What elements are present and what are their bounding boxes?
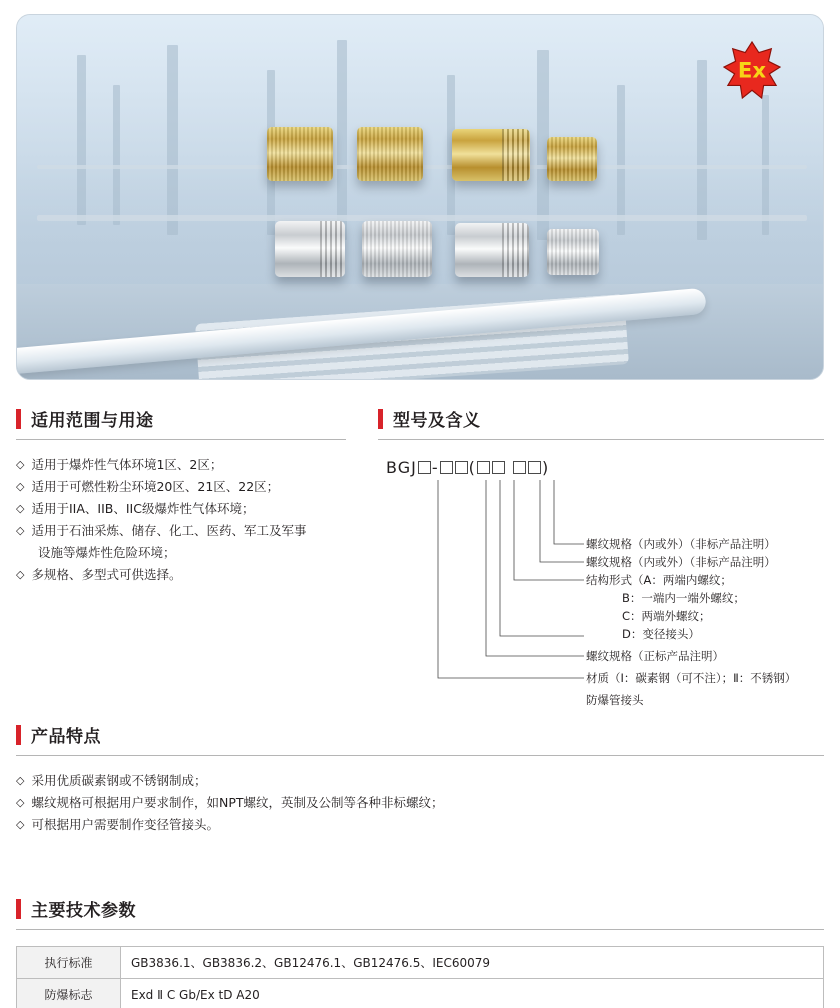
list-item-text: 适用于石油采炼、储存、化工、医药、军工及军事 [31, 523, 307, 538]
model-label: 螺纹规格（正标产品注明） [586, 649, 724, 663]
model-label: B：一端内一端外螺纹； [622, 591, 745, 605]
model-label: D：变径接头） [622, 627, 700, 641]
section-scope [16, 406, 346, 586]
brass-fitting-threaded [452, 129, 530, 181]
list-item-text: 适用于爆炸性气体环境1区、2区； [31, 457, 223, 472]
list-item [16, 476, 346, 498]
section-features [16, 722, 824, 836]
section-specifications [16, 896, 824, 1008]
table-row [17, 979, 824, 1008]
list-item-text: 采用优质碳素钢或不锈钢制成； [31, 773, 207, 788]
model-label: 防爆管接头 [586, 693, 644, 707]
features-list [16, 770, 824, 836]
brass-fitting [267, 127, 333, 181]
diamond-icon: ◇ [16, 480, 25, 493]
list-item-continuation: 设施等爆炸性危险环境； [38, 545, 176, 560]
diamond-icon: ◇ [16, 568, 25, 581]
features-title: 产品特点 [31, 727, 101, 747]
spec-table [16, 946, 824, 1008]
diamond-icon: ◇ [16, 774, 25, 787]
plant-stack-icon [697, 60, 707, 240]
list-item [16, 770, 824, 792]
section-model-designation [378, 406, 824, 708]
steel-fitting [362, 221, 432, 277]
model-heading [378, 406, 824, 440]
model-label: 材质（Ⅰ：碳素钢（可不注）；Ⅱ：不锈钢） [586, 671, 797, 685]
brass-fitting [357, 127, 423, 181]
list-item [16, 454, 346, 476]
list-item [16, 814, 824, 836]
model-code-dash: - [431, 458, 439, 477]
list-item-text: 适用于可燃性粉尘环境20区、21区、22区； [31, 479, 280, 494]
svg-text:Ex: Ex [737, 58, 767, 84]
spec-value: GB3836.1、GB3836.2、GB12476.1、GB12476.5、IEC60079 [121, 947, 824, 979]
model-label: 结构形式（A：两端内螺纹； [586, 573, 732, 587]
model-code-paren-open: ( [468, 458, 476, 477]
spec-key: 防爆标志 [17, 979, 121, 1008]
model-label: 螺纹规格（内或外）（非标产品注明） [586, 555, 776, 569]
diamond-icon: ◇ [16, 502, 25, 515]
scope-title: 适用范围与用途 [31, 411, 154, 431]
list-item [16, 792, 824, 814]
model-label: 螺纹规格（内或外）（非标产品注明） [586, 537, 776, 551]
scope-heading [16, 406, 346, 440]
hero-product-image [16, 14, 824, 380]
accent-bar [378, 409, 383, 429]
spec-key: 执行标准 [17, 947, 121, 979]
model-code-paren-close: ) [541, 458, 550, 477]
model-title: 型号及含义 [393, 411, 481, 431]
diamond-icon: ◇ [16, 796, 25, 809]
plant-stack-icon [167, 45, 178, 235]
spec-title: 主要技术参数 [31, 901, 136, 921]
plant-stack-icon [77, 55, 86, 225]
plant-stack-icon [337, 40, 347, 240]
table-row [17, 947, 824, 979]
model-code-prefix: BGJ [386, 458, 417, 477]
diamond-icon: ◇ [16, 818, 25, 831]
accent-bar [16, 409, 21, 429]
steel-fitting [547, 229, 599, 275]
plant-stack-icon [113, 85, 120, 225]
steel-fitting-threaded [455, 223, 529, 277]
features-heading [16, 722, 824, 756]
spec-heading [16, 896, 824, 930]
model-label: C：两端外螺纹； [622, 609, 711, 623]
diamond-icon: ◇ [16, 524, 25, 537]
list-item-text: 适用于IIA、IIB、IIC级爆炸性气体环境； [31, 501, 255, 516]
spec-value: Exd Ⅱ C Gb/Ex tD A20 [121, 979, 824, 1008]
list-item [16, 498, 346, 520]
list-item-text: 螺纹规格可根据用户要求制作，如NPT螺纹，英制及公制等各种非标螺纹； [31, 795, 444, 810]
list-item [16, 564, 346, 586]
accent-bar [16, 899, 21, 919]
model-diagram [378, 458, 824, 708]
accent-bar [16, 725, 21, 745]
plant-stack-icon [617, 85, 625, 235]
list-item-text: 多规格、多型式可供选择。 [31, 567, 182, 582]
list-item-text: 可根据用户需要制作变径管接头。 [31, 817, 219, 832]
diamond-icon: ◇ [16, 458, 25, 471]
scope-list [16, 454, 346, 586]
steel-fitting-threaded [275, 221, 345, 277]
list-item [16, 520, 346, 542]
brass-fitting [547, 137, 597, 181]
ex-certification-badge-icon [723, 41, 781, 99]
